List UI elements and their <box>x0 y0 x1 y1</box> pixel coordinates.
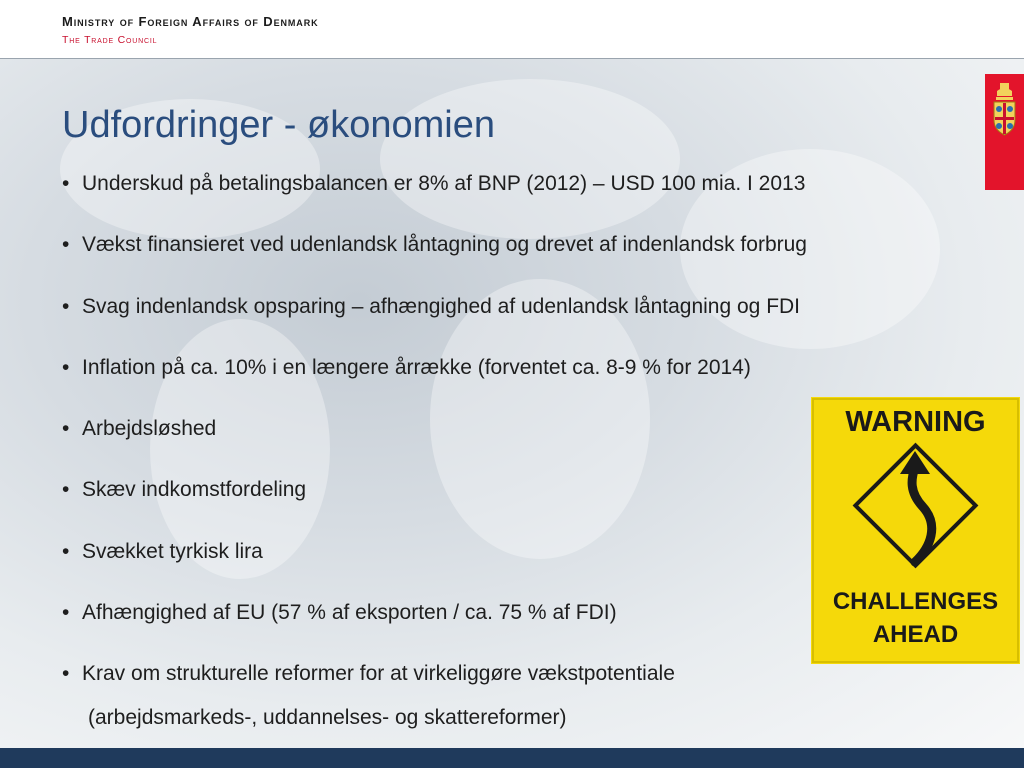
trade-council-name: The Trade Council <box>62 34 158 46</box>
bullet-marker: • <box>62 417 70 441</box>
bullet-text: Arbejdsløshed <box>82 417 217 441</box>
bullet-list <box>62 172 807 724</box>
bullet-item <box>62 356 807 417</box>
danish-crest-panel <box>985 74 1024 190</box>
bullet-marker: • <box>62 233 70 257</box>
bullet-item <box>62 540 807 601</box>
bullet-text: Inflation på ca. 10% i en længere årrække (forventet ca. 8-9 % for 2014) <box>82 355 751 379</box>
bullet-marker: • <box>62 172 70 195</box>
slide-title: Udfordringer - økonomien <box>62 104 495 146</box>
bullet-text: Skæv indkomstfordeling <box>82 478 307 502</box>
bullet-text: Afhængighed af EU (57 % af eksporten / ca. 75 % af FDI) <box>82 601 617 625</box>
bullet-marker: • <box>62 662 70 686</box>
header <box>0 0 1024 58</box>
bullet-item <box>62 417 807 478</box>
warning-sign-image <box>811 397 1020 664</box>
sign-challenges-text: CHALLENGES <box>832 588 999 615</box>
bullet-text: Svækket tyrkisk lira <box>82 539 263 563</box>
bullet-text: Vækst finansieret ved udenlandsk låntagning og drevet af indenlandsk forbrug <box>82 233 807 257</box>
bullet-marker: • <box>62 539 70 563</box>
sign-warning-text: WARNING <box>845 406 986 438</box>
bullet-item <box>62 478 807 539</box>
bullet-item <box>62 233 807 294</box>
bullet-item <box>62 295 807 356</box>
ministry-name: Ministry of Foreign Affairs of Denmark <box>62 14 319 29</box>
bullet-marker: • <box>62 601 70 625</box>
sign-ahead-text: AHEAD <box>872 621 959 648</box>
footer-bar <box>0 748 1024 768</box>
bullet-text: Underskud på betalingsbalancen er 8% af BNP (2012) – USD 100 mia. I 2013 <box>82 172 806 195</box>
bullet-marker: • <box>62 355 70 379</box>
bullet-marker: • <box>62 294 70 318</box>
bullet-continuation: (arbejdsmarkeds-, uddannelses- og skattereformer) <box>88 706 567 729</box>
bullet-text: Svag indenlandsk opsparing – afhængighed af udenlandsk låntagning og FDI <box>82 294 801 318</box>
bullet-item <box>62 172 807 233</box>
danish-royal-crest-icon <box>989 82 1020 138</box>
bullet-text: Krav om strukturelle reformer for at virkeliggøre vækstpotentiale <box>82 662 675 686</box>
bullet-marker: • <box>62 478 70 502</box>
bullet-item <box>62 601 807 662</box>
